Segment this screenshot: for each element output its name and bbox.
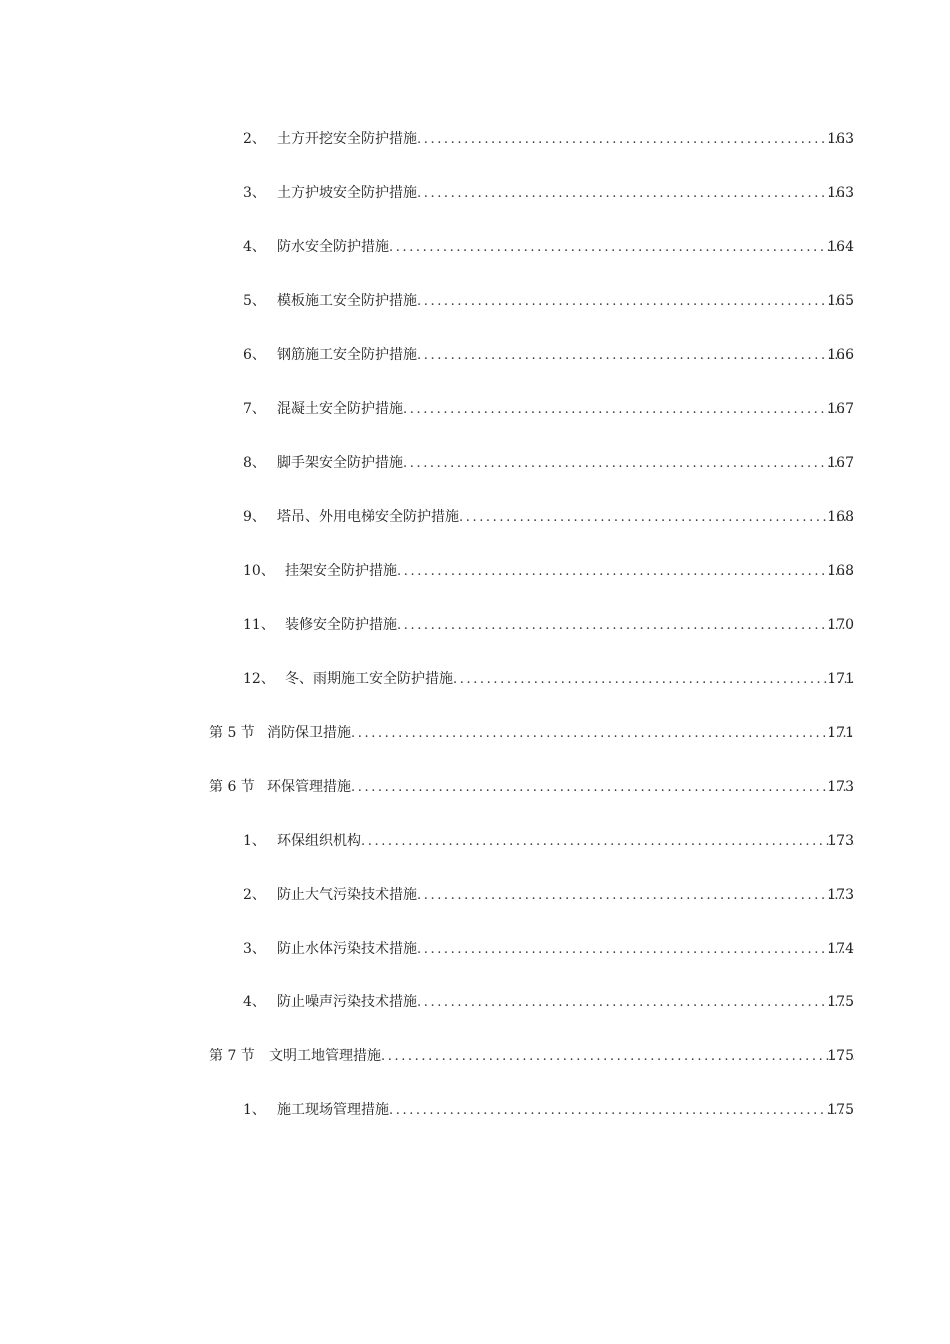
toc-entry-number: 4、: [243, 994, 266, 1010]
toc-dot-leader: [403, 452, 854, 476]
toc-entry-page: 171: [827, 671, 854, 687]
toc-entry-page: 170: [827, 617, 854, 633]
toc-entry[interactable]: [0, 937, 950, 961]
toc-entry[interactable]: [0, 451, 950, 475]
toc-entry[interactable]: [0, 667, 950, 691]
toc-entry[interactable]: [0, 289, 950, 313]
toc-section-number: 第 7 节: [209, 1048, 255, 1064]
toc-entry[interactable]: [0, 235, 950, 259]
toc-entry-number: 1、: [243, 1102, 266, 1118]
toc-entry-title: 防止水体污染技术措施: [277, 941, 417, 957]
toc-entry-title: 防止噪声污染技术措施: [277, 994, 417, 1010]
toc-entry-page: 167: [827, 455, 854, 471]
toc-dot-leader: [351, 776, 854, 800]
toc-entry-title: 土方开挖安全防护措施: [277, 131, 417, 147]
toc-entry[interactable]: [0, 990, 950, 1014]
toc-dot-leader: [453, 668, 854, 692]
toc-entry-number: 5、: [243, 293, 266, 309]
toc-section-entry[interactable]: [0, 775, 950, 799]
toc-dot-leader: [417, 991, 854, 1015]
toc-entry-number: 9、: [243, 509, 266, 525]
toc-dot-leader: [417, 290, 854, 314]
toc-entry[interactable]: [0, 505, 950, 529]
toc-dot-leader: [389, 236, 854, 260]
toc-entry-title: 文明工地管理措施: [269, 1048, 381, 1064]
toc-entry-title: 消防保卫措施: [267, 725, 351, 741]
toc-entry-page: 175: [827, 1048, 854, 1064]
toc-entry-title: 环保组织机构: [277, 833, 361, 849]
toc-dot-leader: [417, 182, 854, 206]
toc-entry-number: 11、: [243, 617, 275, 633]
toc-dot-leader: [403, 398, 854, 422]
toc-entry[interactable]: [0, 1098, 950, 1122]
toc-dot-leader: [389, 1099, 854, 1123]
toc-section-number: 第 6 节: [209, 779, 255, 795]
toc-entry-number: 1、: [243, 833, 266, 849]
toc-entry[interactable]: [0, 343, 950, 367]
toc-entry[interactable]: [0, 613, 950, 637]
toc-entry-page: 173: [827, 887, 854, 903]
toc-entry-number: 6、: [243, 347, 266, 363]
toc-dot-leader: [361, 830, 854, 854]
toc-entry-number: 12、: [243, 671, 275, 687]
toc-entry-title: 装修安全防护措施: [285, 617, 397, 633]
toc-entry-title: 防水安全防护措施: [277, 239, 389, 255]
toc-entry-title: 挂架安全防护措施: [285, 563, 397, 579]
toc-entry-page: 166: [827, 347, 854, 363]
toc-entry-number: 3、: [243, 941, 266, 957]
toc-entry-page: 164: [827, 239, 854, 255]
toc-entry-number: 7、: [243, 401, 266, 417]
toc-entry-number: 2、: [243, 887, 266, 903]
toc-entry-title: 施工现场管理措施: [277, 1102, 389, 1118]
toc-entry-page: 175: [827, 1102, 854, 1118]
toc-entry[interactable]: [0, 883, 950, 907]
toc-entry-title: 防止大气污染技术措施: [277, 887, 417, 903]
toc-section-number: 第 5 节: [209, 725, 255, 741]
toc-dot-leader: [459, 506, 854, 530]
toc-entry-number: 3、: [243, 185, 266, 201]
toc-entry-page: 163: [827, 131, 854, 147]
toc-entry-page: 173: [827, 833, 854, 849]
toc-entry-page: 171: [827, 725, 854, 741]
toc-entry-title: 模板施工安全防护措施: [277, 293, 417, 309]
toc-entry-number: 4、: [243, 239, 266, 255]
toc-entry-page: 167: [827, 401, 854, 417]
toc-dot-leader: [397, 560, 854, 584]
toc-entry-title: 环保管理措施: [267, 779, 351, 795]
toc-dot-leader: [417, 344, 854, 368]
toc-dot-leader: [397, 614, 854, 638]
toc-entry[interactable]: [0, 397, 950, 421]
toc-dot-leader: [417, 938, 854, 962]
toc-entry-page: 173: [827, 779, 854, 795]
toc-entry-number: 8、: [243, 455, 266, 471]
toc-entry-title: 土方护坡安全防护措施: [277, 185, 417, 201]
toc-entry-page: 163: [827, 185, 854, 201]
toc-entry-page: 175: [827, 994, 854, 1010]
toc-dot-leader: [417, 128, 854, 152]
toc-dot-leader: [417, 884, 854, 908]
toc-entry-title: 脚手架安全防护措施: [277, 455, 403, 471]
toc-entry-page: 174: [827, 941, 854, 957]
toc-entry-page: 165: [827, 293, 854, 309]
toc-entry[interactable]: [0, 181, 950, 205]
toc-entry[interactable]: [0, 127, 950, 151]
toc-entry-title: 冬、雨期施工安全防护措施: [285, 671, 453, 687]
toc-entry-page: 168: [827, 563, 854, 579]
toc-entry-page: 168: [827, 509, 854, 525]
toc-dot-leader: [381, 1045, 854, 1069]
toc-entry-title: 塔吊、外用电梯安全防护措施: [277, 509, 459, 525]
toc-section-entry[interactable]: [0, 721, 950, 745]
toc-entry-title: 混凝土安全防护措施: [277, 401, 403, 417]
toc-entry[interactable]: [0, 559, 950, 583]
toc-entry-number: 10、: [243, 563, 275, 579]
toc-section-entry[interactable]: [0, 1044, 950, 1068]
toc-entry[interactable]: [0, 829, 950, 853]
toc-entry-number: 2、: [243, 131, 266, 147]
toc-dot-leader: [351, 722, 854, 746]
toc-entry-title: 钢筋施工安全防护措施: [277, 347, 417, 363]
